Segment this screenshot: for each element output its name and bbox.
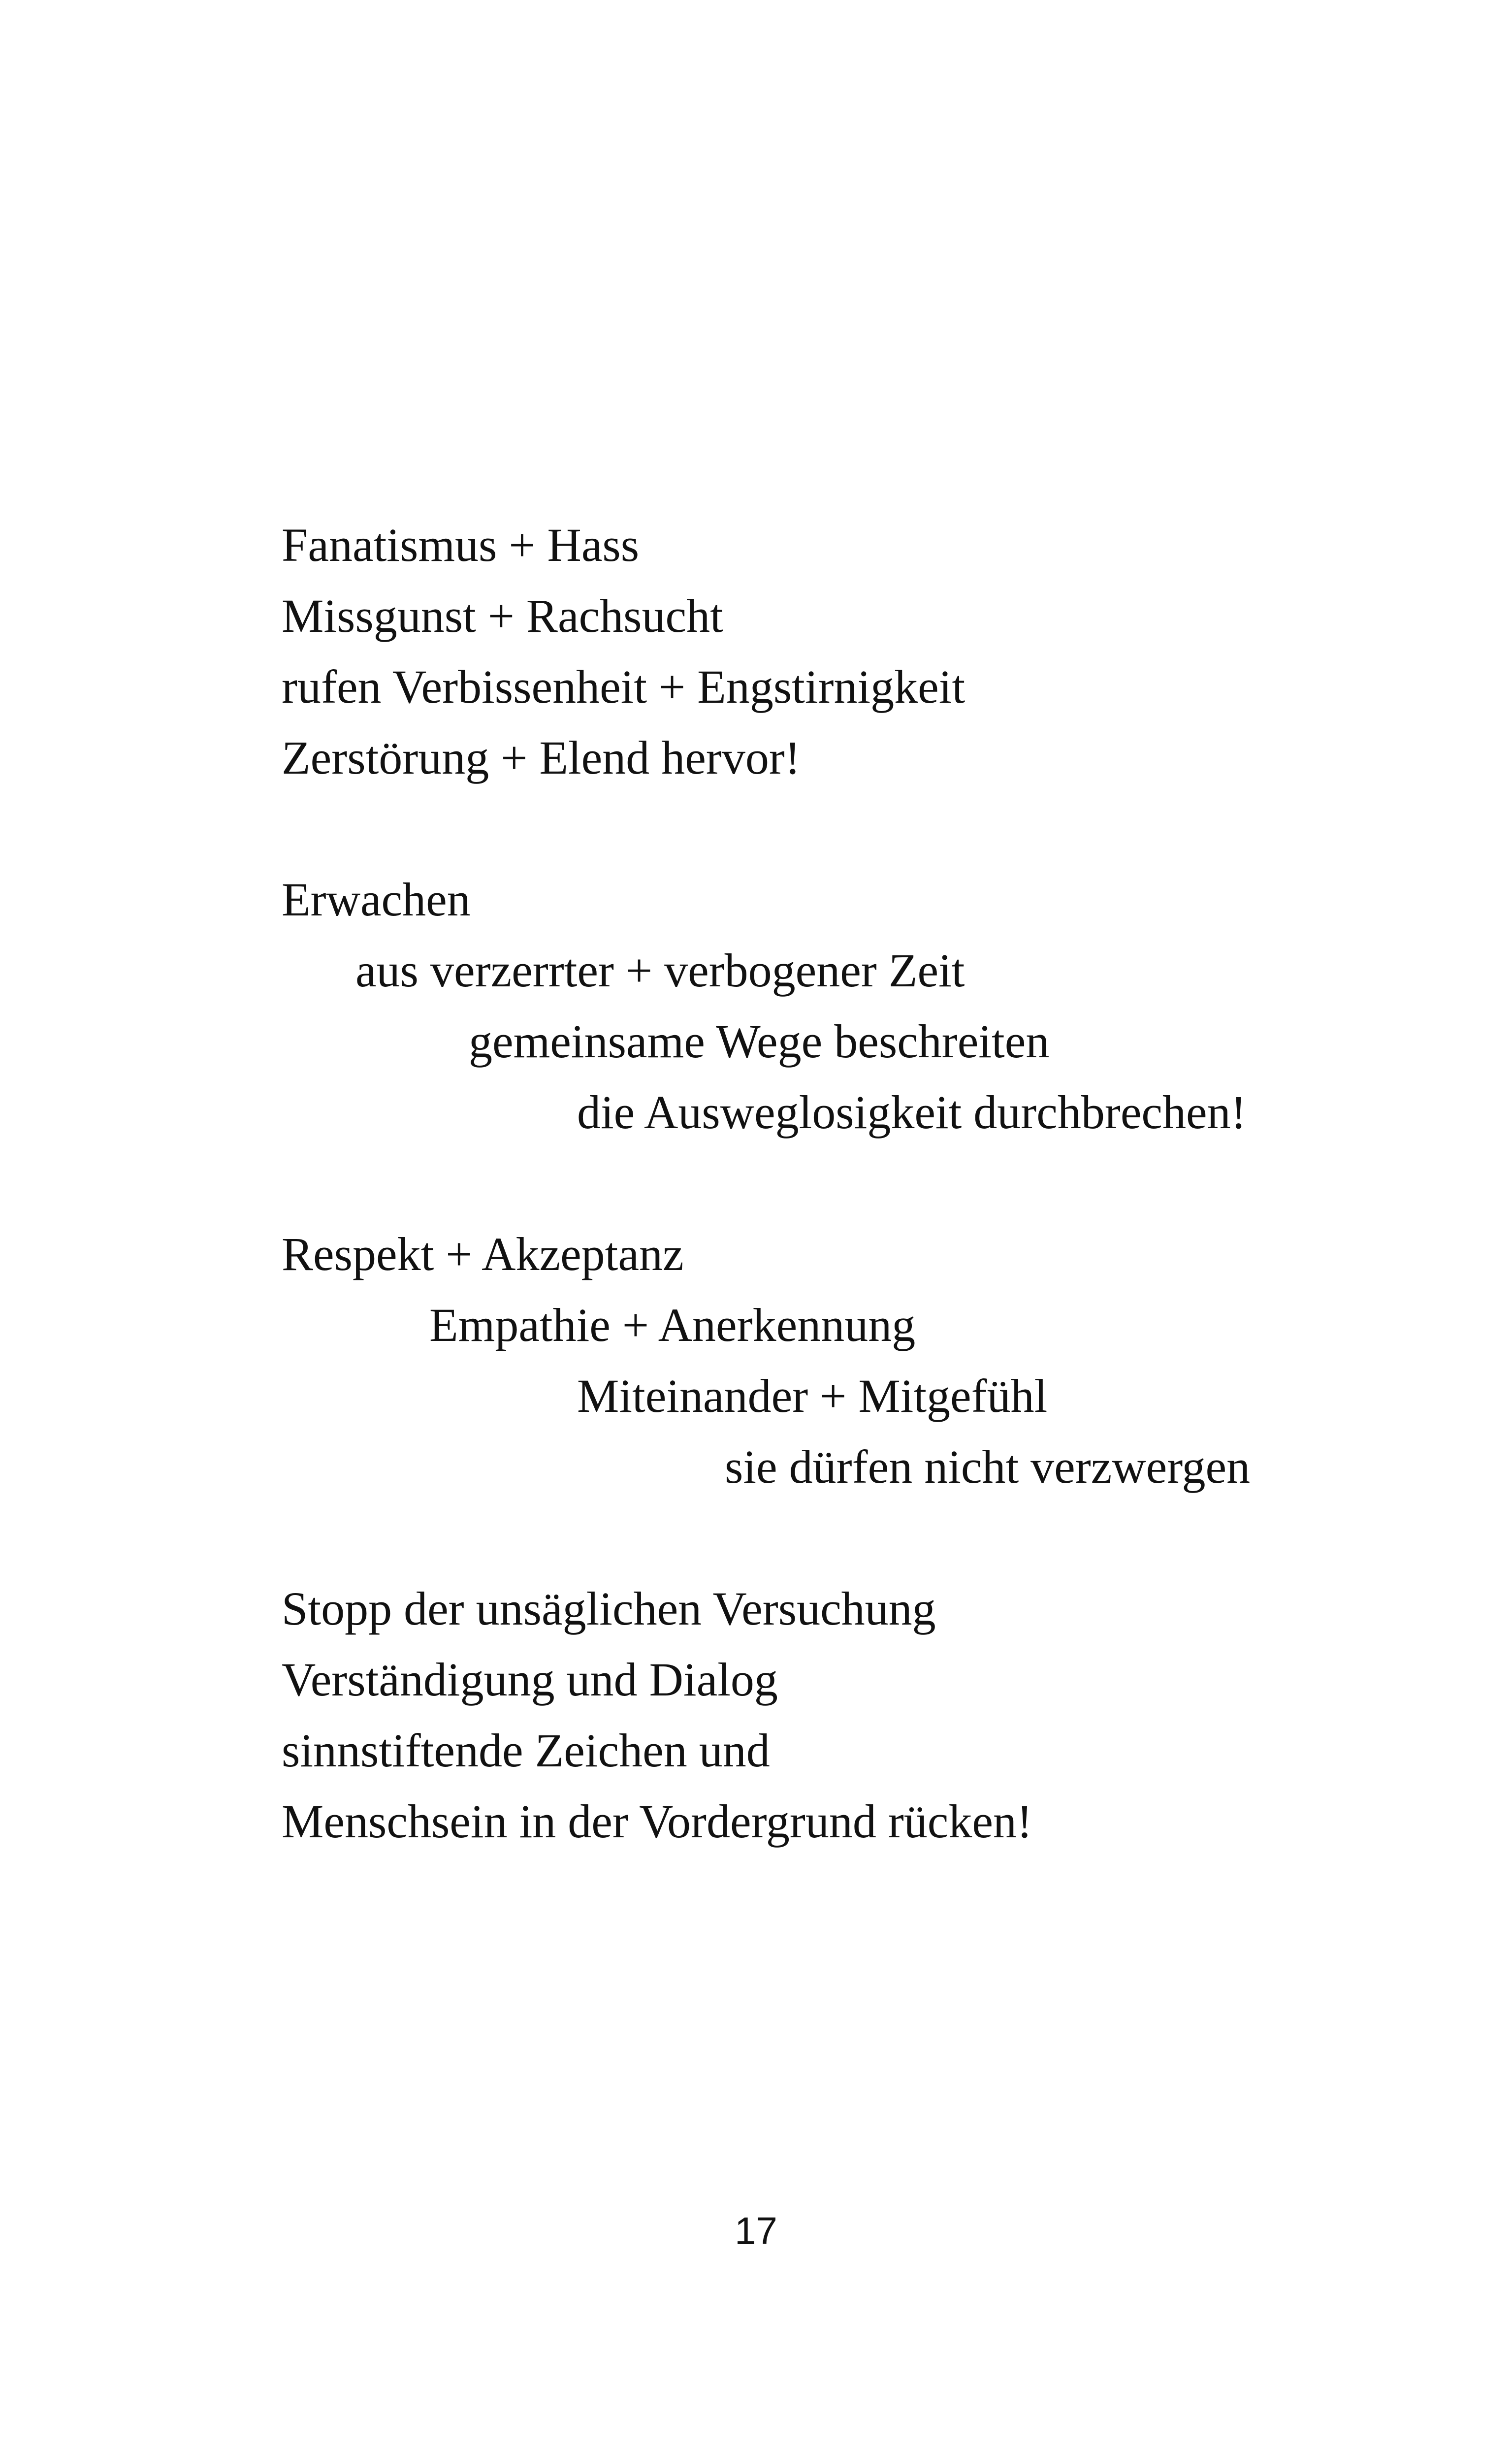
stanza-3: [282, 1219, 1463, 1502]
poem-line: Missgunst + Rachsucht: [282, 589, 723, 642]
poem-line: Verständigung und Dialog: [282, 1653, 778, 1706]
poem: [282, 510, 1463, 1928]
poem-line: Menschsein in der Vordergrund rücken!: [282, 1795, 1032, 1848]
poem-line: Empathie + Anerkennung: [429, 1299, 916, 1351]
poem-line: rufen Verbissenheit + Engstirnigkeit: [282, 660, 965, 713]
poem-line: Miteinander + Mitgefühl: [577, 1369, 1048, 1422]
poem-line: Respekt + Akzeptanz: [282, 1228, 684, 1280]
poem-line: Fanatismus + Hass: [282, 519, 640, 571]
stanza-2: [282, 864, 1463, 1148]
poem-line: sinnstiftende Zeichen und: [282, 1724, 770, 1777]
poem-line: die Ausweglosigkeit durchbrechen!: [577, 1086, 1247, 1139]
poem-line: Zerstörung + Elend hervor!: [282, 731, 801, 784]
stanza-4: [282, 1573, 1463, 1857]
poem-line: gemeinsame Wege beschreiten: [469, 1015, 1050, 1068]
stanza-1: [282, 510, 1463, 793]
poem-line: sie dürfen nicht verzwergen: [725, 1440, 1251, 1493]
poem-line: Stopp der unsäglichen Versuchung: [282, 1582, 936, 1635]
page-number: 17: [735, 2209, 777, 2252]
poem-line: aus verzerrter + verbogener Zeit: [355, 944, 965, 997]
poem-line: Erwachen: [282, 873, 471, 926]
